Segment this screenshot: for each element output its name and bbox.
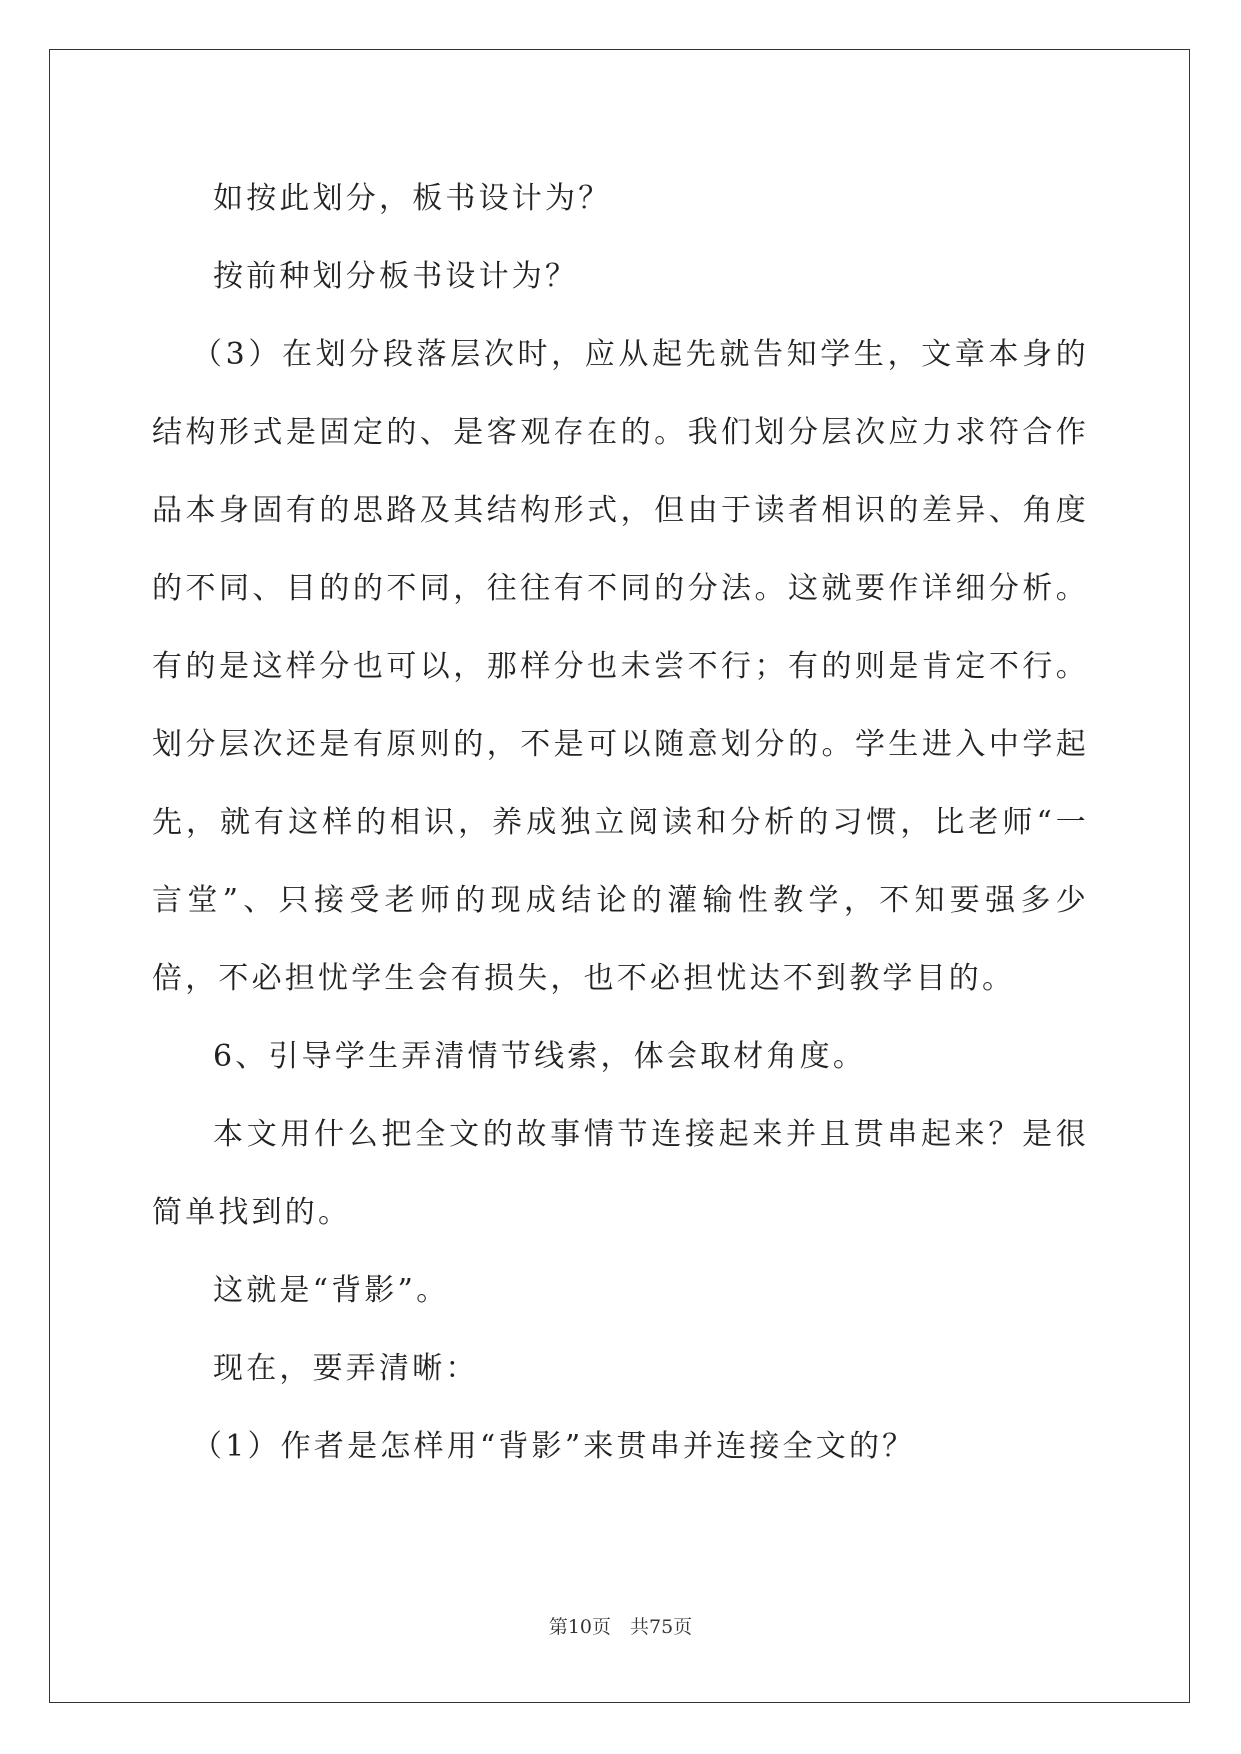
paragraph-5: 本文用什么把全文的故事情节连接起来并且贯串起来？是很简单找到的。 xyxy=(152,1117,1089,1230)
paragraph-1: 如按此划分，板书设计为？ xyxy=(213,181,612,216)
document-body xyxy=(152,160,1089,1486)
paragraph-2: 按前种划分板书设计为？ xyxy=(213,259,579,294)
page-number-footer: 第10页 共75页 xyxy=(548,1616,693,1638)
paragraph-6: 这就是“背影”。 xyxy=(213,1273,450,1308)
paragraph-8: （1）作者是怎样用“背影”来贯串并连接全文的？ xyxy=(192,1429,916,1464)
paragraph-3: （3）在划分段落层次时，应从起先就告知学生，文章本身的结构形式是固定的、是客观存在的。我们划分层次应力求符合作品本身固有的思路及其结构形式，但由于读者相识的差异、角度的不同、目的的不同，往往有不同的分法。这就要作详细分析。有的是这样分也可以，那样分也未尝不行；有的则是肯定不行。划分层次还是有原则的，不是可以随意划分的。学生进入中学起先，就有这样的相识，养成独立阅读和分析的习惯，比老师“一言堂”、只接受老师的现成结论的灌输性教学，不知要强多少倍，不必担忧学生会有损失，也不必担忧达不到教学目的。 xyxy=(152,337,1089,996)
paragraph-4: 6、引导学生弄清情节线索，体会取材角度。 xyxy=(213,1039,867,1074)
paragraph-7: 现在，要弄清晰： xyxy=(213,1351,479,1386)
